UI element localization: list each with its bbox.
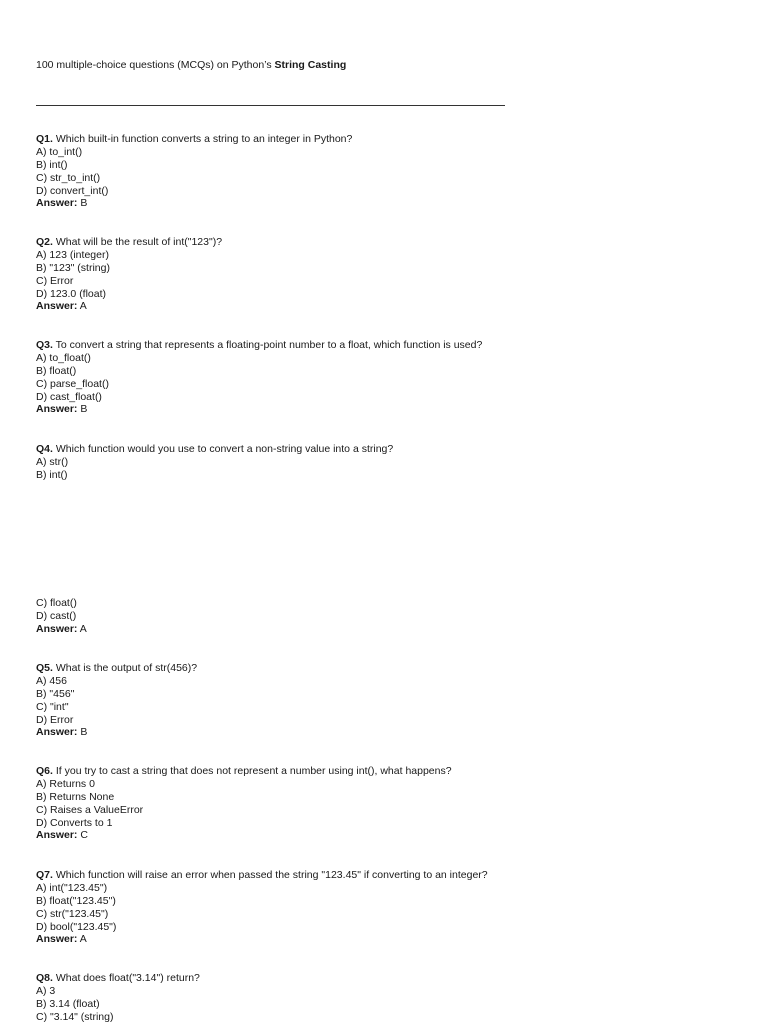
question-text: Which function would you use to convert a non-string value into a string?: [55, 443, 394, 455]
answer-label: Answer:: [36, 300, 78, 313]
option-c: C) Error: [36, 274, 74, 287]
question-line: [36, 236, 222, 249]
question-number: Q2.: [36, 236, 53, 248]
question-number: Q8.: [36, 972, 53, 984]
question-line: [36, 765, 452, 778]
question-block-8: [36, 972, 200, 1024]
question-number: Q5.: [36, 662, 53, 674]
answer-value: A: [79, 622, 87, 635]
question-number: Q6.: [36, 765, 53, 777]
question-text: Which function will raise an error when passed the string "123.45" if converting to an integer?: [55, 869, 488, 881]
option-a: A) 123 (integer): [36, 248, 109, 261]
answer-label: Answer:: [36, 403, 78, 416]
question-block-2: [36, 236, 222, 313]
question-line: [36, 133, 352, 146]
intro-line: [36, 59, 346, 72]
option-d: D) Error: [36, 713, 74, 726]
question-line: [36, 662, 197, 675]
answer-line: [36, 726, 197, 739]
option-d: D) 123.0 (float): [36, 287, 107, 300]
option-c: C) "3.14" (string): [36, 1010, 114, 1023]
option-d: D) Converts to 1: [36, 816, 113, 829]
question-block-5: [36, 662, 197, 739]
option-a: A) 3: [36, 984, 56, 997]
option-c: C) str("123.45"): [36, 907, 109, 920]
question-block-4: [36, 443, 393, 482]
option-b: B) 3.14 (float): [36, 997, 100, 1010]
question-block-7: [36, 869, 488, 946]
option-a: A) str(): [36, 455, 69, 468]
intro-text: 100 multiple-choice questions (MCQs) on Python’s: [36, 59, 275, 71]
option-b: B) float("123.45"): [36, 894, 116, 907]
option-a: A) to_float(): [36, 351, 91, 364]
option-d: D) bool("123.45"): [36, 920, 117, 933]
option-d: D) cast_float(): [36, 390, 102, 403]
answer-value: B: [80, 197, 88, 210]
question-text: To convert a string that represents a floating-point number to a float, which function is used?: [55, 339, 483, 351]
answer-value: A: [79, 300, 87, 313]
question-block-6: [36, 765, 452, 842]
option-c: C) float(): [36, 597, 77, 609]
question-block-3: [36, 339, 482, 416]
option-a: A) 456: [36, 674, 67, 687]
answer-line: [36, 300, 222, 313]
answer-value: A: [79, 933, 87, 946]
question-text: What is the output of str(456)?: [55, 662, 198, 674]
question-text: Which built-in function converts a string to an integer in Python?: [55, 133, 353, 145]
option-b: B) int(): [36, 158, 68, 171]
answer-label: Answer:: [36, 829, 78, 842]
question-number: Q4.: [36, 443, 53, 455]
option-a: A) int("123.45"): [36, 881, 108, 894]
answer-line: [36, 403, 482, 416]
option-c: C) parse_float(): [36, 377, 109, 390]
answer-value: B: [80, 403, 88, 416]
option-d: D) cast(): [36, 609, 77, 622]
answer-line: [36, 197, 352, 210]
question-text: What does float("3.14") return?: [55, 972, 200, 984]
option-c: C) Raises a ValueError: [36, 803, 144, 816]
question-number: Q1.: [36, 133, 53, 145]
option-c: C) str_to_int(): [36, 171, 101, 184]
question-block-1: [36, 133, 352, 210]
answer-value: B: [80, 726, 88, 739]
question-text: If you try to cast a string that does not represent a number using int(), what happens?: [55, 765, 452, 777]
option-b: B) Returns None: [36, 790, 115, 803]
option-a: A) Returns 0: [36, 777, 95, 790]
option-d: D) convert_int(): [36, 184, 109, 197]
question-number: Q7.: [36, 869, 53, 881]
answer-line: [36, 829, 452, 842]
question-number: Q3.: [36, 339, 53, 351]
question-line: [36, 339, 482, 352]
option-b: B) int(): [36, 468, 68, 481]
answer-line: [36, 623, 87, 636]
question-text: What will be the result of int("123")?: [55, 236, 223, 248]
question-line: [36, 443, 393, 456]
answer-label: Answer:: [36, 726, 78, 739]
option-b: B) "123" (string): [36, 261, 110, 274]
answer-label: Answer:: [36, 622, 78, 635]
intro-topic: String Casting: [274, 59, 347, 71]
answer-value: C: [80, 829, 88, 842]
horizontal-divider: [36, 105, 505, 106]
option-b: B) "456": [36, 687, 75, 700]
answer-line: [36, 933, 488, 946]
option-c: C) "int": [36, 700, 69, 713]
option-b: B) float(): [36, 364, 77, 377]
answer-label: Answer:: [36, 197, 78, 210]
question-line: [36, 972, 200, 985]
question-block-4-continued: [36, 597, 87, 636]
question-line: [36, 869, 488, 882]
answer-label: Answer:: [36, 933, 78, 946]
option-a: A) to_int(): [36, 145, 83, 158]
